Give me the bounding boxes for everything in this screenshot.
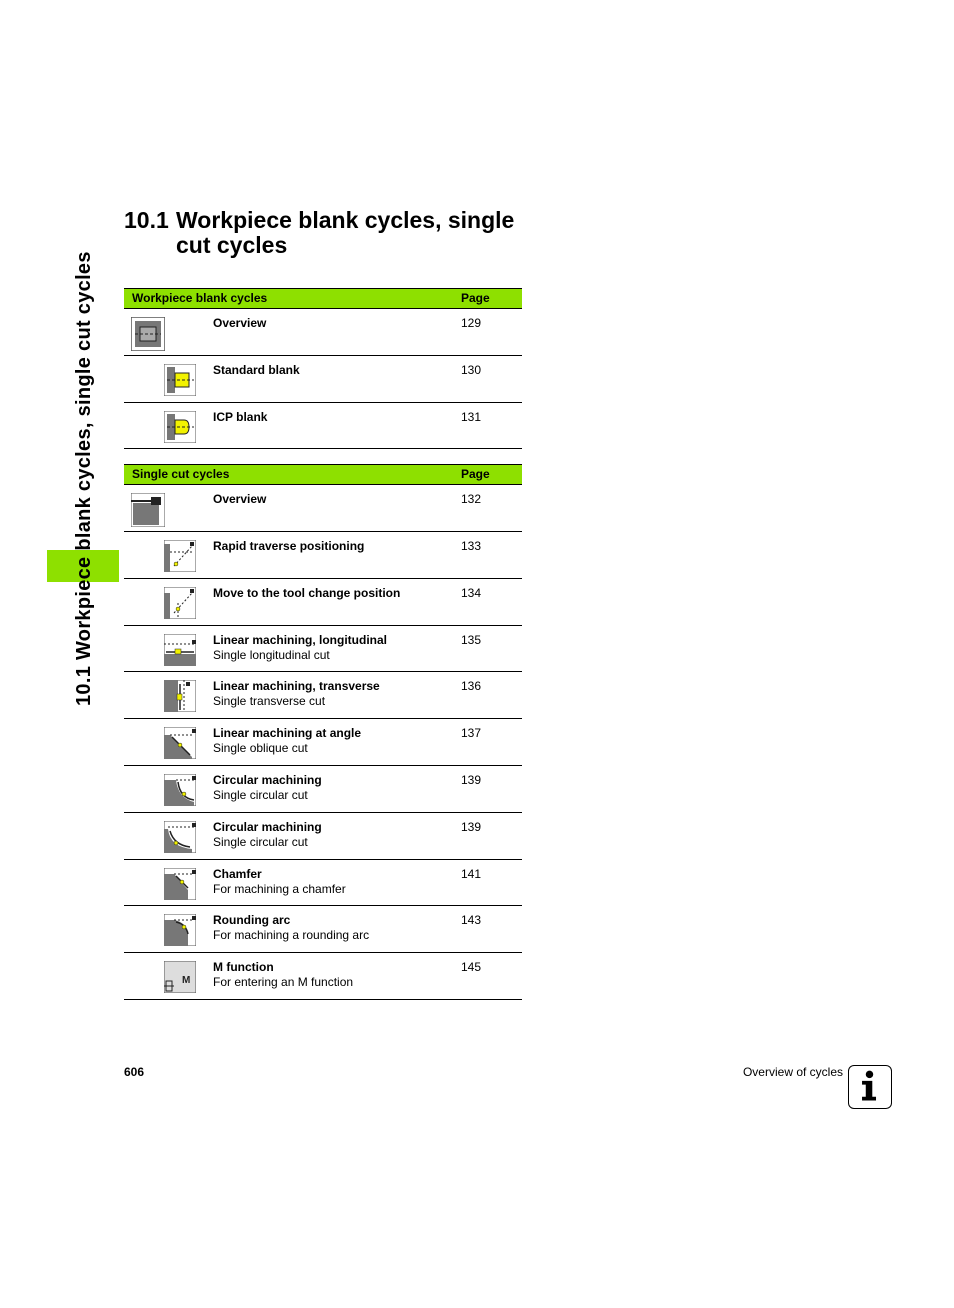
table-row[interactable]: Circular machining Single circular cut 139 — [124, 766, 522, 813]
chamfer-icon — [164, 868, 196, 900]
info-icon — [848, 1065, 892, 1109]
table-row[interactable]: Rapid traverse positioning 133 — [124, 532, 522, 579]
table-row[interactable]: ICP blank 131 — [124, 403, 522, 449]
footer-section: Overview of cycles — [742, 1065, 843, 1079]
section-title: Workpiece blank cycles, single cut cycles — [176, 207, 515, 258]
table-header: Workpiece blank cycles Page — [124, 288, 522, 309]
table-row[interactable]: Rounding arc For machining a rounding arc 143 — [124, 906, 522, 953]
table-row[interactable]: Circular machining Single circular cut 139 — [124, 813, 522, 860]
section-number: 10.1 — [124, 207, 169, 233]
single-cut-overview-icon — [131, 493, 165, 527]
rounding-arc-icon — [164, 914, 196, 946]
page-number: 606 — [124, 1065, 145, 1079]
table-row[interactable]: Linear machining, transverse Single transverse cut 136 — [124, 672, 522, 719]
workpiece-blank-table — [124, 288, 522, 449]
single-cut-table — [124, 464, 522, 1000]
table-header: Single cut cycles Page — [124, 464, 522, 485]
m-function-icon — [164, 961, 196, 993]
table-row[interactable]: Chamfer For machining a chamfer 141 — [124, 860, 522, 906]
table-row[interactable]: Overview 132 — [124, 485, 522, 532]
circular-concave-icon — [164, 821, 196, 853]
table-row[interactable]: Linear machining, longitudinal Single longitudinal cut 135 — [124, 626, 522, 672]
workpiece-blank-overview-icon — [131, 317, 165, 351]
circular-convex-icon — [164, 774, 196, 806]
linear-transverse-icon — [164, 680, 196, 712]
m-function-letter: M — [182, 975, 191, 986]
table-row[interactable]: Linear machining at angle Single oblique cut 137 — [124, 719, 522, 766]
rapid-traverse-icon — [164, 540, 196, 572]
table-row[interactable]: M M function For entering an M function 145 — [124, 953, 522, 1000]
linear-longitudinal-icon — [164, 634, 196, 666]
table-row[interactable]: Overview 129 — [124, 309, 522, 356]
table-row[interactable]: Move to the tool change position 134 — [124, 579, 522, 626]
icp-blank-icon — [164, 411, 196, 443]
tool-change-position-icon — [164, 587, 196, 619]
table-row[interactable]: Standard blank 130 — [124, 356, 522, 403]
linear-angle-icon — [164, 727, 196, 759]
standard-blank-icon — [164, 364, 196, 396]
